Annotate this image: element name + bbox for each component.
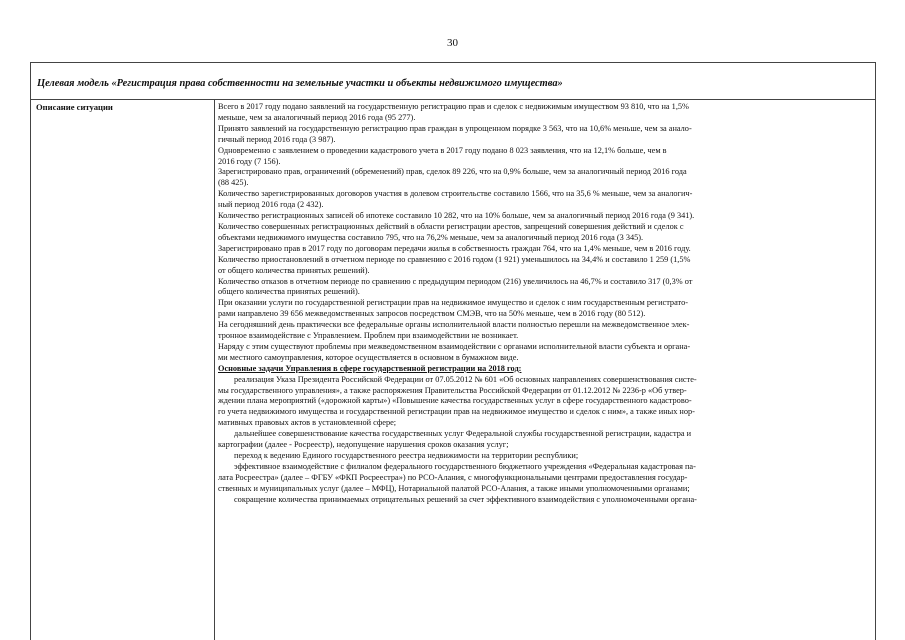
text-line: мы государственного управления», а также распоряжения Правительства Российской Федерации от 01.12.2012 № 2236-р «Об утвер-	[218, 385, 687, 395]
text-line: (88 425).	[218, 178, 249, 188]
text-line: Принято заявлений на государственную регистрацию прав граждан в упрощенном порядке 3 563, что на 10,6% меньше, чем за анало-	[218, 123, 692, 133]
section-heading: Основные задачи Управления в сфере государственной регистрации на 2018 год:	[218, 363, 522, 373]
text-line: тронное взаимодействие с Управлением. Проблем при взаимодействии не возникает.	[218, 331, 519, 341]
table-title: Целевая модель «Регистрация права собственности на земельные участки и объекты недвижимого имущества»	[31, 63, 875, 100]
text-line: гичный период 2016 года (3 987).	[218, 134, 336, 144]
text-line: ми местного самоуправления, которое осуществляется в основном в бумажном виде.	[218, 352, 519, 362]
text-line: Количество отказов в отчетном периоде по сравнению с предыдущим периодом (216) увеличилось на 46,7% и составило 317 (0,3% от	[218, 276, 693, 286]
situation-description	[215, 100, 875, 640]
text-line: сокращение количества принимаемых отрицательных решений за счет эффективного взаимодействия с уполномоченными органа-	[234, 494, 697, 504]
target-model-table	[30, 62, 876, 640]
text-line: Одновременно с заявлением о проведении кадастрового учета в 2017 году подано 8 023 заявления, что на 12,1% больше, чем в	[218, 145, 667, 155]
text-line: го учета недвижимого имущества и государственной регистрации прав на недвижимое имущество и сделок с ним», а также иных нор-	[218, 407, 695, 417]
text-line: На сегодняшний день практически все федеральные органы исполнительной власти полностью перешли на межведомственное элек-	[218, 320, 690, 330]
text-line: меньше, чем за аналогичный период 2016 года (95 277).	[218, 112, 416, 122]
text-line: ный период 2016 года (2 432).	[218, 200, 324, 210]
text-line: ждении плана мероприятий («дорожной карты») «Повышение качества государственных услуг в сфере государственного кадастрово-	[218, 396, 692, 406]
text-line: Количество приостановлений в отчетном периоде по сравнению с 2016 годом (1 921) уменьшилось на 34,4% и составило 1 259 (1,5%	[218, 254, 691, 264]
text-line: общего количества принятых решений).	[218, 287, 360, 297]
text-line: рами направлено 39 656 межведомственных запросов посредством СМЭВ, что на 50% меньше, чем в 2016 году (80 512).	[218, 309, 646, 319]
text-line: Всего в 2017 году подано заявлений на государственную регистрацию прав и сделок с недвижимым имуществом 93 810, что на 1,5%	[218, 102, 689, 111]
text-line: объектами недвижимого имущества составило 795, что на 76,2% меньше, чем за аналогичный период 2016 года (3 345).	[218, 232, 644, 242]
text-line: Зарегистрировано прав в 2017 году по договорам передачи жилья в собственность граждан 764, что на 1,4% меньше, чем в 2016 году.	[218, 243, 691, 253]
text-line: Зарегистрировано прав, ограничений (обременений) прав, сделок 89 226, что на 0,9% больше, чем за аналогичный период 2016 года	[218, 167, 687, 177]
text-line: Количество зарегистрированных договоров участия в долевом строительстве составило 1566, что на 35,6 % меньше, чем за аналогич-	[218, 189, 693, 199]
text-line: ственных и муниципальных услуг (далее – МФЦ), Нотариальной палатой РСО-Алания, а также иными уполномоченными органами;	[218, 483, 690, 493]
page-number: 30	[447, 37, 458, 49]
row-label: Описание ситуации	[31, 100, 215, 640]
table-row	[31, 100, 875, 640]
text-line: эффективное взаимодействие с филиалом федерального государственного бюджетного учреждения «Федеральная кадастровая па-	[234, 461, 696, 471]
text-line: 2016 году (7 156).	[218, 156, 281, 166]
text-line: переход к ведению Единого государственного реестра недвижимости на территории республики;	[234, 451, 579, 460]
text-line: дальнейшее совершенствование качества государственных услуг Федеральной службы государственной регистрации, кадастра и	[234, 429, 692, 439]
text-line: мативных правовых актов в установленной сфере;	[218, 418, 397, 428]
text-line: При оказании услуги по государственной регистрации прав на недвижимое имущество и сделок с ним государственным регистрато-	[218, 298, 688, 308]
text-line: картографии (далее - Росреестр), недопущение нарушения сроков оказания услуг;	[218, 440, 509, 450]
text-line: Количество регистрационных записей об ипотеке составило 10 282, что на 10% больше, чем за аналогичный период 2016 года (9 341).	[218, 211, 695, 221]
text-line: лата Росреестра» (далее – ФГБУ «ФКП Росреестра») по РСО-Алания, с многофункциональными центрами предоставления государ-	[218, 472, 688, 482]
text-line: Наряду с этим существуют проблемы при межведомственном взаимодействии с органами исполнительной власти субъекта и органа-	[218, 341, 691, 351]
text-line: Количество совершенных регистрационных действий в области регистрации арестов, запрещений совершения действий и сделок с	[218, 221, 684, 231]
text-line: от общего количества принятых решений).	[218, 265, 370, 275]
text-line: реализация Указа Президента Российской Федерации от 07.05.2012 № 601 «Об основных направлениях совершенствования систе-	[234, 374, 697, 384]
